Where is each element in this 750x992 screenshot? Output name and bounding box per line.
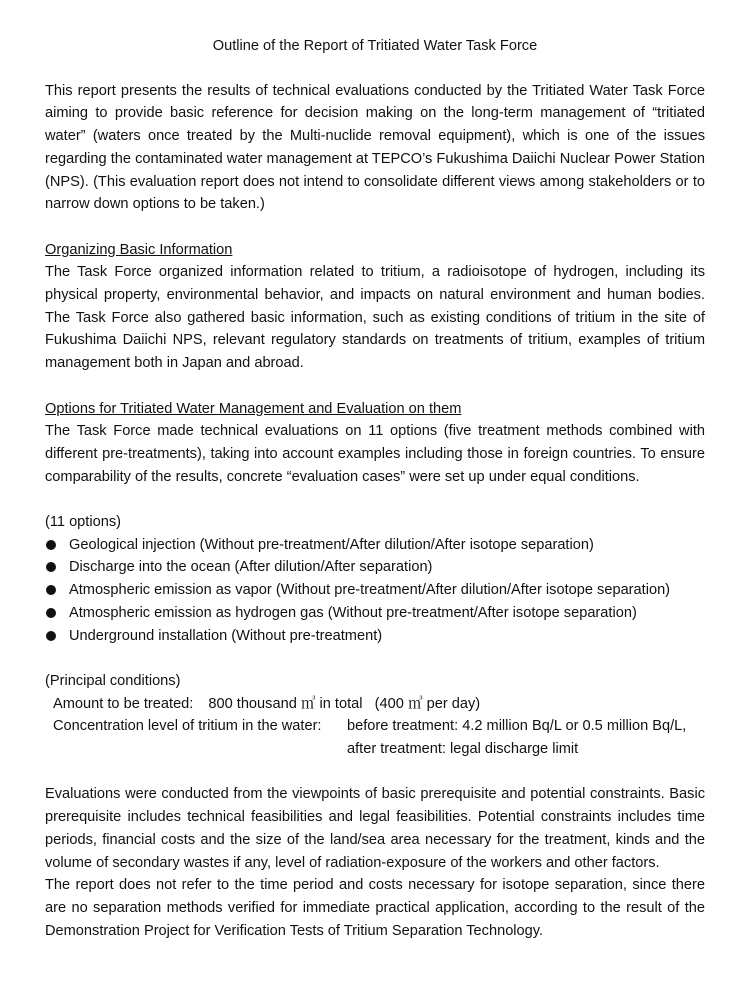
option-text: Atmospheric emission as vapor (Without pre-treatment/After dilution/After isotope separation)	[69, 582, 671, 599]
concentration-label: Concentration level of tritium in the water:	[53, 718, 322, 735]
options-label: (11 options)	[45, 514, 121, 531]
list-item	[45, 579, 705, 602]
document-title: Outline of the Report of Tritiated Water Task Force	[212, 38, 538, 54]
bullet-icon	[46, 631, 56, 641]
bullet-icon	[46, 562, 56, 572]
option-text: Underground installation (Without pre-treatment)	[69, 627, 383, 644]
spacer	[45, 216, 705, 239]
bullet-icon	[46, 608, 56, 618]
concentration-row	[45, 715, 705, 738]
evaluation-paragraph: Evaluations were conducted from the viewpoints of basic prerequisite and potential constraints. Basic prerequisite includes technical feasibilities and legal feasibilities. Potential constraints includes time periods, financial costs and the size of the land/sea area necessary for the treatment, kinds and the volume of secondary wastes if any, level of radiation-exposure of the workers and other factors.	[45, 786, 705, 871]
option-text: Geological injection (Without pre-treatment/After dilution/After isotope separation)	[69, 536, 594, 553]
option-text: Atmospheric emission as hydrogen gas (Without pre-treatment/After isotope separation)	[69, 604, 637, 621]
concentration-before: before treatment: 4.2 million Bq/L or 0.5 million Bq/L,	[347, 718, 687, 735]
spacer	[45, 647, 705, 670]
section-heading-basic-information: Organizing Basic Information	[45, 241, 233, 258]
concentration-after: after treatment: legal discharge limit	[347, 741, 579, 758]
intro-paragraph: This report presents the results of technical evaluations conducted by the Tritiated Water Task Force aiming to provide basic reference for decision making on the long-term management of “tritiated water” (waters once treated by the Multi-nuclide removal equipment), which is one of the issues regarding the contaminated water management at TEPCO’s Fukushima Daiichi Nuclear Power Station (NPS). (This evaluation report does not intend to consolidate different views among stakeholders or to narrow down options to be taken.)	[45, 82, 705, 213]
list-item	[45, 602, 705, 625]
amount-value: 800 thousand ㎥ in total (400 ㎥ per day)	[208, 695, 481, 712]
list-item	[45, 625, 705, 648]
bullet-icon	[46, 585, 56, 595]
spacer	[45, 375, 705, 398]
options-list	[45, 534, 705, 648]
list-item	[45, 556, 705, 579]
amount-label: Amount to be treated:	[53, 695, 194, 712]
spacer	[45, 761, 705, 784]
bullet-icon	[46, 540, 56, 550]
options-paragraph: The Task Force made technical evaluations on 11 options (five treatment methods combined with different pre-treatments), taking into account examples including those in foreign countries. To ensure comparability of the results, concrete “evaluation cases” were set up under equal conditions.	[45, 423, 705, 485]
list-item	[45, 534, 705, 557]
section-heading-options: Options for Tritiated Water Management and Evaluation on them	[45, 400, 462, 417]
option-text: Discharge into the ocean (After dilution/After separation)	[69, 559, 433, 576]
separation-paragraph: The report does not refer to the time period and costs necessary for isotope separation, since there are no separation methods verified for immediate practical application, according to the result of the Demonstration Project for Verification Tests of Tritium Separation Technology.	[45, 877, 705, 939]
spacer	[45, 488, 705, 511]
basic-information-paragraph: The Task Force organized information related to tritium, a radioisotope of hydrogen, including its physical property, environmental behavior, and impacts on natural environment and human bodies. The Task Force also gathered basic information, such as existing conditions of tritium in the site of Fukushima Daiichi NPS, relevant regulatory standards on treatments of tritium, examples of tritium management both in Japan and abroad.	[45, 264, 705, 372]
amount-row	[45, 693, 705, 716]
conditions-label: (Principal conditions)	[45, 672, 181, 689]
